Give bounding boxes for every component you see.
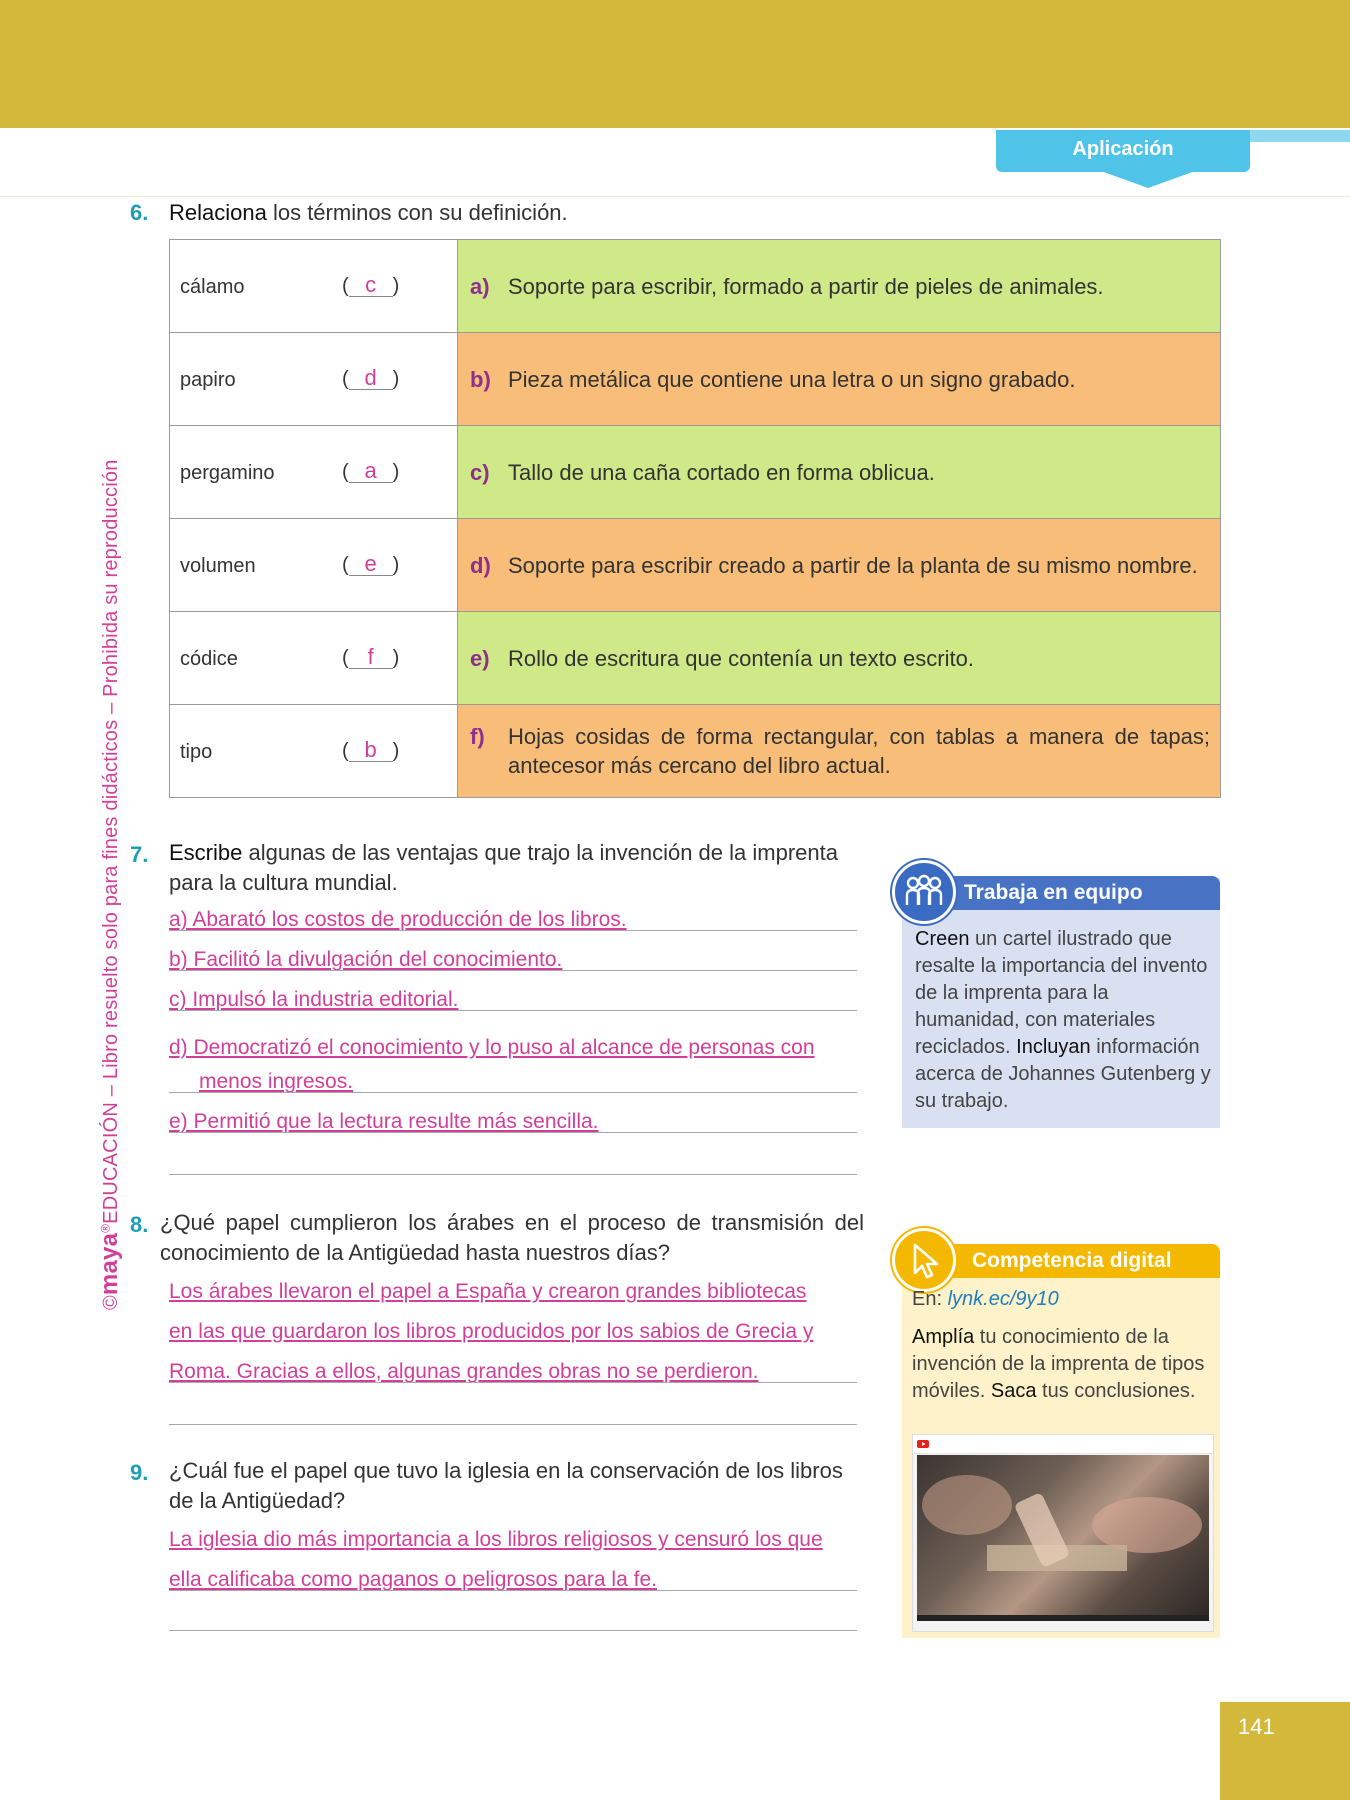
answer-blank[interactable]: b [349, 739, 393, 762]
answer-line-text: a) Abarató los costos de producción de los libros. [169, 908, 627, 931]
answer-blank[interactable]: d [349, 367, 393, 390]
answer-line-text: ella calificaba como paganos o peligrosos para la fe. [169, 1568, 657, 1591]
definition: Hojas cosidas de forma rectangular, con tablas a manera de tapas; antecesor más cercano del libro actual. [508, 724, 1210, 778]
video-frame [917, 1455, 1209, 1615]
answer-line-text: menos ingresos. [199, 1070, 354, 1093]
brand-logo: maya [96, 1232, 123, 1296]
term: pergamino [180, 462, 275, 484]
video-toolbar [913, 1435, 1213, 1454]
answer-line-text: b) Facilitó la divulgación del conocimiento. [169, 948, 563, 971]
answer-line[interactable] [169, 1424, 857, 1425]
teamwork-title: Trabaja en equipo [928, 876, 1220, 910]
answer-blank[interactable]: f [349, 646, 393, 669]
question-text: Escribe algunas de las ventajas que trajo la invención de la imprenta para la cultura mundial. [169, 840, 838, 895]
digital-link-line: En: lynk.ec/9y10 [912, 1288, 1059, 1310]
term: volumen [180, 555, 256, 577]
cursor-icon [892, 1228, 956, 1292]
table-row: pergamino ( a ) c) Tallo de una caña cortado en forma oblicua. [170, 426, 1221, 519]
tab-pointer [1098, 170, 1198, 188]
term: papiro [180, 369, 236, 391]
answer-line[interactable] [169, 1630, 857, 1631]
answer-blank[interactable]: e [349, 553, 393, 576]
answer-blank[interactable]: c [349, 274, 393, 297]
video-thumbnail[interactable] [912, 1434, 1214, 1632]
answer-line[interactable] [169, 1010, 857, 1011]
copyright-notice: ©maya®EDUCACIÓN – Libro resuelto solo para fines didácticos – Prohibida su reproducción [96, 459, 123, 1310]
answer-blank[interactable]: a [349, 460, 393, 483]
definition: Soporte para escribir creado a partir de la planta de su mismo nombre. [508, 552, 1198, 578]
answer-line[interactable] [169, 930, 857, 931]
page-number-box [1220, 1702, 1350, 1800]
question-text: Relaciona los términos con su definición. [169, 200, 568, 225]
answer-line[interactable] [169, 1132, 857, 1133]
answer-line-text: e) Permitió que la lectura resulte más sencilla. [169, 1110, 599, 1133]
table-row: cálamo ( c ) a) Soporte para escribir, formado a partir de pieles de animales. [170, 240, 1221, 333]
definition: Tallo de una caña cortado en forma oblicua. [508, 459, 935, 485]
divider [0, 196, 1350, 197]
term: cálamo [180, 276, 245, 298]
question-number: 6. [130, 200, 149, 225]
definition: Soporte para escribir, formado a partir de pieles de animales. [508, 273, 1104, 299]
digital-text: Amplía tu conocimiento de la invención de la imprenta de tipos móviles. Saca tus conclusiones. [912, 1326, 1205, 1402]
definition: Pieza metálica que contiene una letra o un signo grabado. [508, 366, 1076, 392]
digital-link[interactable]: lynk.ec/9y10 [947, 1288, 1059, 1310]
answer-line[interactable] [169, 1590, 857, 1591]
tab-tail [1250, 130, 1350, 142]
teamwork-text: Creen un cartel ilustrado que resalte la importancia del invento de la imprenta para la humanidad, con materiales reciclados. Incluyan información acerca de Johannes Gutenberg y su trabajo. [915, 928, 1211, 1112]
question-text: ¿Cuál fue el papel que tuvo la iglesia en la conservación de los libros de la Antigüedad? [169, 1458, 843, 1513]
answer-line[interactable] [169, 1174, 857, 1175]
table-row: tipo ( b ) f) Hojas cosidas de forma rectangular, con tablas a manera de tapas; antecesor más cercano del libro actual. [170, 705, 1221, 798]
page-number: 141 [1238, 1714, 1275, 1739]
answer-line-text: Roma. Gracias a ellos, algunas grandes obras no se perdieron. [169, 1360, 759, 1383]
question-text: ¿Qué papel cumplieron los árabes en el proceso de transmisión del conocimiento de la Antigüedad hasta nuestros días? [160, 1210, 864, 1265]
section-tab: Aplicación [996, 130, 1250, 172]
term: tipo [180, 741, 213, 763]
matching-table [169, 239, 1221, 798]
printing-type-image [917, 1455, 1209, 1615]
definition: Rollo de escritura que contenía un texto escrito. [508, 645, 974, 671]
answer-line[interactable] [169, 1382, 857, 1383]
question-number: 8. [130, 1212, 149, 1237]
video-progress-bar[interactable] [917, 1615, 1209, 1621]
answer-line-text: Los árabes llevaron el papel a España y crearon grandes bibliotecas [169, 1280, 807, 1303]
question-number: 9. [130, 1460, 149, 1485]
answer-line[interactable] [169, 1092, 857, 1093]
answer-line[interactable] [169, 970, 857, 971]
team-icon [892, 860, 956, 924]
table-row: papiro ( d ) b) Pieza metálica que contiene una letra o un signo grabado. [170, 333, 1221, 426]
youtube-icon [913, 1435, 943, 1453]
digital-title: Competencia digital [928, 1244, 1220, 1278]
term: códice [180, 648, 238, 670]
answer-line-text: c) Impulsó la industria editorial. [169, 988, 459, 1011]
table-row: códice ( f ) e) Rollo de escritura que contenía un texto escrito. [170, 612, 1221, 705]
answer-line-text: La iglesia dio más importancia a los libros religiosos y censuró los que [169, 1528, 823, 1551]
question-number: 7. [130, 842, 149, 867]
table-row: volumen ( e ) d) Soporte para escribir creado a partir de la planta de su mismo nombre. [170, 519, 1221, 612]
header-bar [0, 0, 1350, 128]
answer-line-text: d) Democratizó el conocimiento y lo puso al alcance de personas con [169, 1036, 815, 1059]
answer-line-text: en las que guardaron los libros producidos por los sabios de Grecia y [169, 1320, 814, 1343]
